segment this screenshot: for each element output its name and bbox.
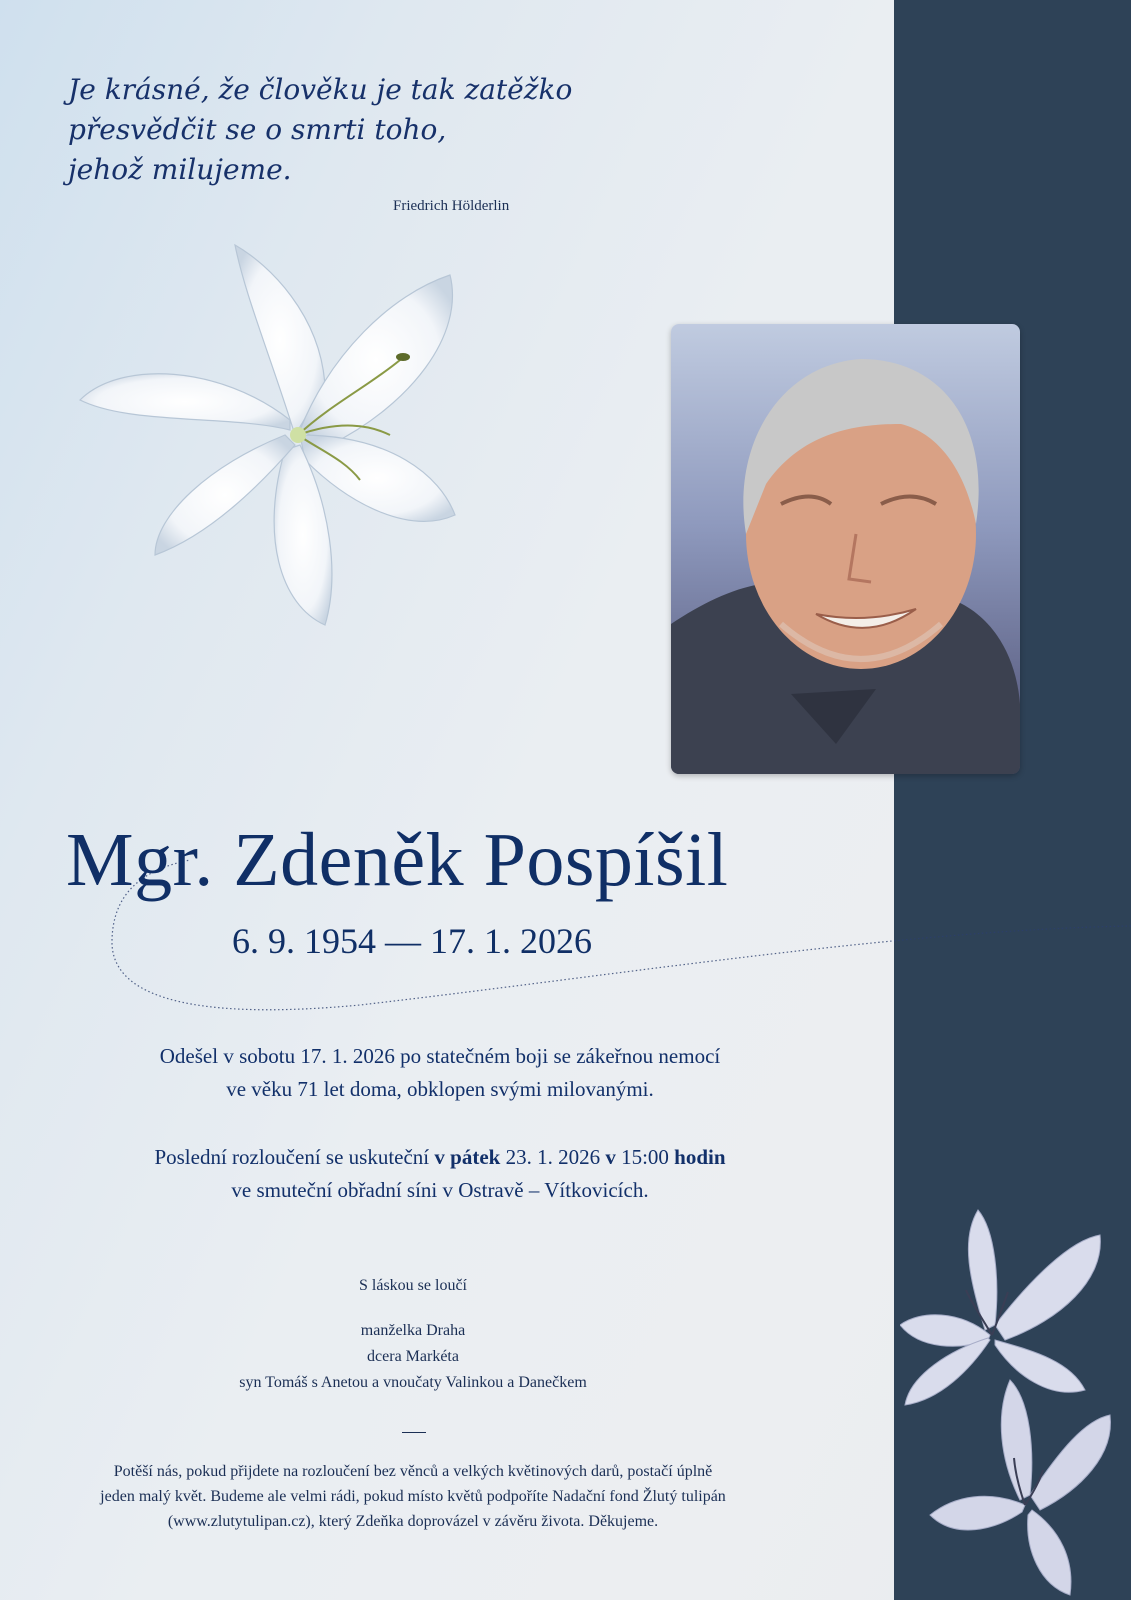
family-member: manželka Draha — [360, 1322, 466, 1339]
note-line: (www.zlutytulipan.cz), který Zdeňka doprovázel v závěru života. Děkujeme. — [167, 1513, 659, 1530]
farewell-line — [0, 1141, 880, 1174]
family-member: syn Tomáš s Anetou a vnoučaty Valinkou a Danečkem — [239, 1374, 587, 1391]
farewell-at: v — [605, 1145, 616, 1169]
announcement-line: Odešel v sobotu 17. 1. 2026 po statečném boji se zákeřnou nemocí — [159, 1044, 721, 1068]
family-intro-text: S láskou se loučí — [359, 1277, 467, 1294]
family-intro — [0, 1277, 826, 1295]
farewell-prefix: Poslední rozloučení se uskuteční — [154, 1145, 435, 1169]
quote-block — [68, 70, 588, 190]
farewell-time: 15:00 — [615, 1145, 675, 1169]
farewell-hours: hodin — [674, 1145, 726, 1169]
portrait-illustration — [671, 324, 1020, 774]
quote-author: Friedrich Hölderlin — [393, 198, 510, 214]
farewell-date: 23. 1. 2026 — [500, 1145, 606, 1169]
farewell-day: v pátek — [434, 1145, 501, 1169]
farewell-place: ve smuteční obřadní síni v Ostravě – Vítkovicích. — [231, 1178, 649, 1202]
quote-line: jehož milujeme. — [68, 153, 292, 186]
farewell-info — [0, 1141, 880, 1207]
family-member: dcera Markéta — [367, 1348, 459, 1365]
note-line: jeden malý květ. Budeme ale velmi rádi, pokud místo květů podpoříte Nadační fond Žlutý tulipán — [100, 1488, 726, 1505]
divider — [402, 1432, 426, 1433]
death-announcement — [0, 1040, 880, 1106]
deceased-name: Mgr. Zdeněk Pospíšil — [66, 818, 729, 902]
family-list — [0, 1318, 826, 1396]
note-line: Potěší nás, pokud přijdete na rozloučení bez věnců a velkých květinových darů, postačí úplně — [113, 1463, 713, 1480]
life-dates: 6. 9. 1954 — 17. 1. 2026 — [232, 921, 592, 961]
donation-note — [0, 1459, 826, 1534]
quote-line: Je krásné, že člověku je tak zatěžko — [68, 73, 573, 106]
announcement-line: ve věku 71 let doma, obklopen svými milovanými. — [226, 1077, 654, 1101]
quote-line: přesvědčit se o smrti toho, — [68, 113, 447, 146]
lily-corner-icon — [900, 1200, 1131, 1600]
lily-flower-icon — [70, 235, 490, 645]
portrait-photo — [671, 324, 1020, 774]
